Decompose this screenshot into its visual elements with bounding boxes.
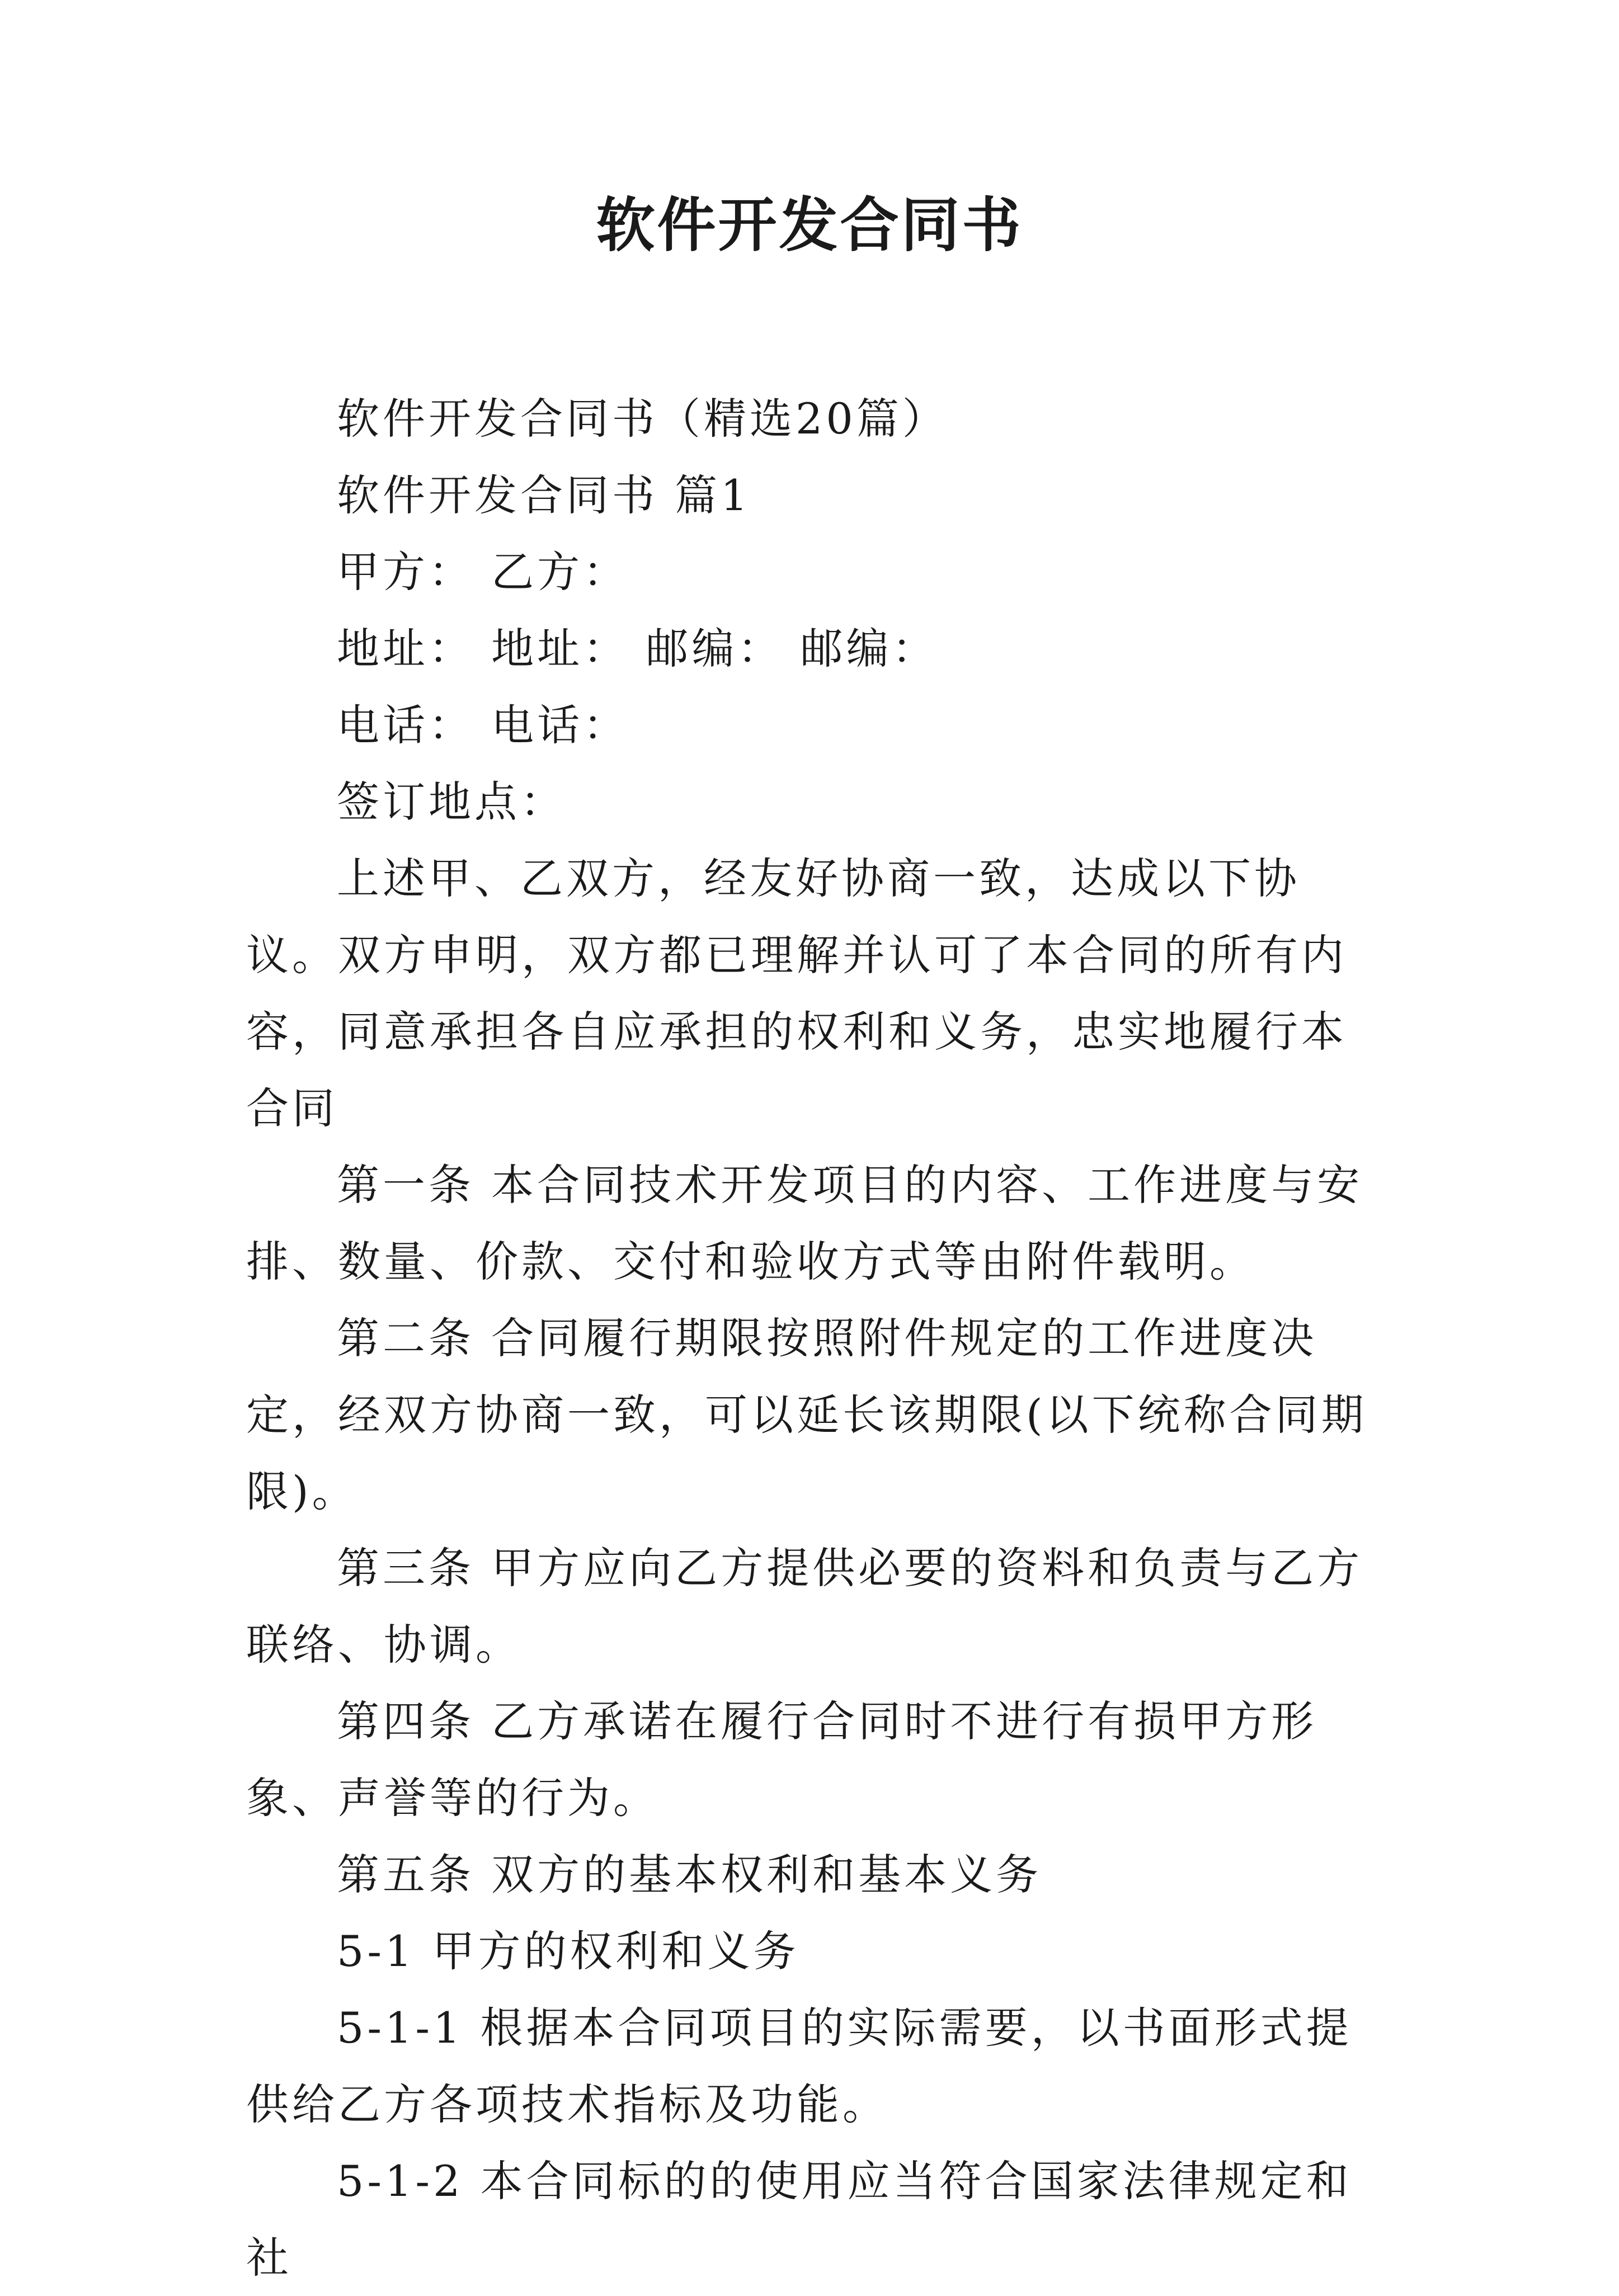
paragraph-article-1: 第一条 本合同技术开发项目的内容、工作进度与安排、数量、价款、交付和验收方式等由附件载明。 bbox=[246, 1160, 1363, 1286]
paragraph-article-3: 第三条 甲方应向乙方提供必要的资料和负责与乙方联络、协调。 bbox=[246, 1543, 1363, 1670]
paragraph-clause-5-1-2: 5-1-2 本合同标的的使用应当符合国家法律规定和社 bbox=[246, 2156, 1352, 2283]
paragraph-section-heading: 软件开发合同书 篇1 bbox=[337, 470, 751, 520]
paragraph-article-2: 第二条 合同履行期限按照附件规定的工作进度决定，经双方协商一致，可以延长该期限(以下统称合同期限)。 bbox=[246, 1313, 1367, 1516]
paragraph-parties: 甲方： 乙方： bbox=[337, 547, 629, 597]
paragraph-signing-place: 签订地点： bbox=[337, 777, 566, 827]
paragraph-address: 地址： 地址： 邮编： 邮编： bbox=[337, 624, 938, 673]
paragraph-clause-5-1-1: 5-1-1 根据本合同项目的实际需要，以书面形式提供给乙方各项技术指标及功能。 bbox=[246, 2003, 1352, 2129]
paragraph-phone: 电话： 电话： bbox=[337, 700, 629, 750]
document-title: 软件开发合同书 bbox=[596, 191, 1023, 260]
paragraph-preamble: 上述甲、乙双方，经友好协商一致，达成以下协议。双方申明，双方都已理解并认可了本合同的所有内容，同意承担各自应承担的权利和义务，忠实地履行本合同 bbox=[246, 854, 1347, 1133]
paragraph-subtitle: 软件开发合同书（精选20篇） bbox=[337, 394, 948, 444]
document-body bbox=[246, 380, 1387, 2296]
paragraph-clause-5-1: 5-1 甲方的权利和义务 bbox=[337, 1926, 799, 1976]
paragraph-article-4: 第四条 乙方承诺在履行合同时不进行有损甲方形象、声誉等的行为。 bbox=[246, 1696, 1317, 1823]
paragraph-article-5: 第五条 双方的基本权利和基本义务 bbox=[337, 1850, 1042, 1899]
